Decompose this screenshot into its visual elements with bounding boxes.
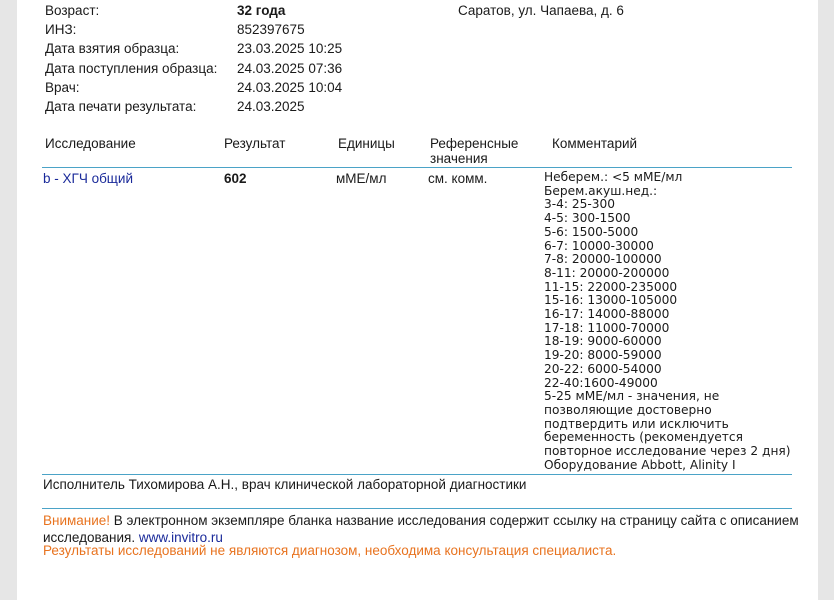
lab-report-page: [17, 0, 818, 600]
comment-cell: [544, 171, 799, 472]
doctor-label: Врач:: [45, 80, 80, 95]
result-units: мМЕ/мл: [336, 171, 387, 186]
reference-range-line: 17-18: 11000-70000: [544, 320, 670, 335]
reference-range-line: 19-20: 8000-59000: [544, 348, 662, 363]
reference-ranges-list: [544, 171, 799, 390]
notice-warning: Внимание!: [43, 513, 111, 528]
comment-note: 5-25 мМЕ/мл - значения, не позволяющие достоверно подтвердить или исключить беременность (рекомендуется повторное исследование через 2 дня): [544, 389, 791, 459]
notice-text: В электронном экземпляре бланка название исследования содержит ссылку на страницу сайта с описанием исследования.: [43, 513, 799, 545]
reference-range-line: 7-8: 20000-100000: [544, 252, 662, 267]
reference-range-line: 16-17: 14000-88000: [544, 307, 670, 322]
test-name-link[interactable]: b - ХГЧ общий: [43, 171, 133, 186]
inz-label: ИНЗ:: [45, 22, 77, 37]
header-study: Исследование: [45, 136, 136, 151]
reference-range-line: 4-5: 300-1500: [544, 211, 631, 226]
age-label: Возраст:: [45, 3, 100, 18]
header-result: Результат: [224, 136, 286, 151]
print-date-label: Дата печати результата:: [45, 99, 197, 114]
reference-range-line: 18-19: 9000-60000: [544, 334, 662, 349]
doctor-value: 24.03.2025 10:04: [237, 80, 343, 95]
sample-taken-label: Дата взятия образца:: [45, 41, 180, 56]
lab-address: Саратов, ул. Чапаева, д. 6: [458, 3, 624, 18]
header-reference-line2: значения: [430, 151, 488, 166]
reference-range-line: 22-40:1600-49000: [544, 375, 658, 390]
header-divider: [42, 167, 792, 168]
reference-range-line: 15-16: 13000-105000: [544, 293, 678, 308]
page-margin-right: [818, 0, 834, 600]
disclaimer-text: Результаты исследований не являются диагнозом, необходима консультация специалиста.: [43, 543, 617, 558]
sample-taken-value: 23.03.2025 10:25: [237, 41, 343, 56]
reference-range-line: 3-4: 25-300: [544, 197, 616, 212]
header-reference: [430, 136, 518, 166]
reference-range-line: 20-22: 6000-54000: [544, 361, 662, 376]
header-reference-line1: Референсные: [430, 136, 519, 151]
inz-value: 852397675: [237, 22, 305, 37]
reference-range-line: Неберем.: <5 мМЕ/мл: [544, 170, 683, 184]
sample-received-label: Дата поступления образца:: [45, 61, 218, 76]
sample-received-value: 24.03.2025 07:36: [237, 61, 343, 76]
comment-equipment: Оборудование Abbott, Alinity I: [544, 457, 736, 472]
print-date-value: 24.03.2025: [237, 99, 305, 114]
reference-value: см. комм.: [428, 171, 488, 186]
reference-range-line: 8-11: 20000-200000: [544, 265, 670, 280]
age-value: 32 года: [237, 3, 286, 18]
result-value: 602: [224, 171, 247, 186]
row-divider: [42, 474, 792, 475]
page-margin-left: [0, 0, 17, 600]
footer-divider: [42, 508, 792, 509]
invitro-link[interactable]: www.invitro.ru: [138, 530, 223, 545]
performer-text: Исполнитель Тихомирова А.Н., врач клинической лабораторной диагностики: [43, 477, 527, 492]
reference-range-line: 11-15: 22000-235000: [544, 279, 678, 294]
header-units: Единицы: [338, 136, 395, 151]
header-comment: Комментарий: [552, 136, 638, 151]
reference-range-line: 5-6: 1500-5000: [544, 224, 639, 239]
reference-range-line: Берем.акуш.нед.:: [544, 183, 658, 198]
reference-range-line: 6-7: 10000-30000: [544, 238, 654, 253]
notice-paragraph: [43, 512, 803, 546]
